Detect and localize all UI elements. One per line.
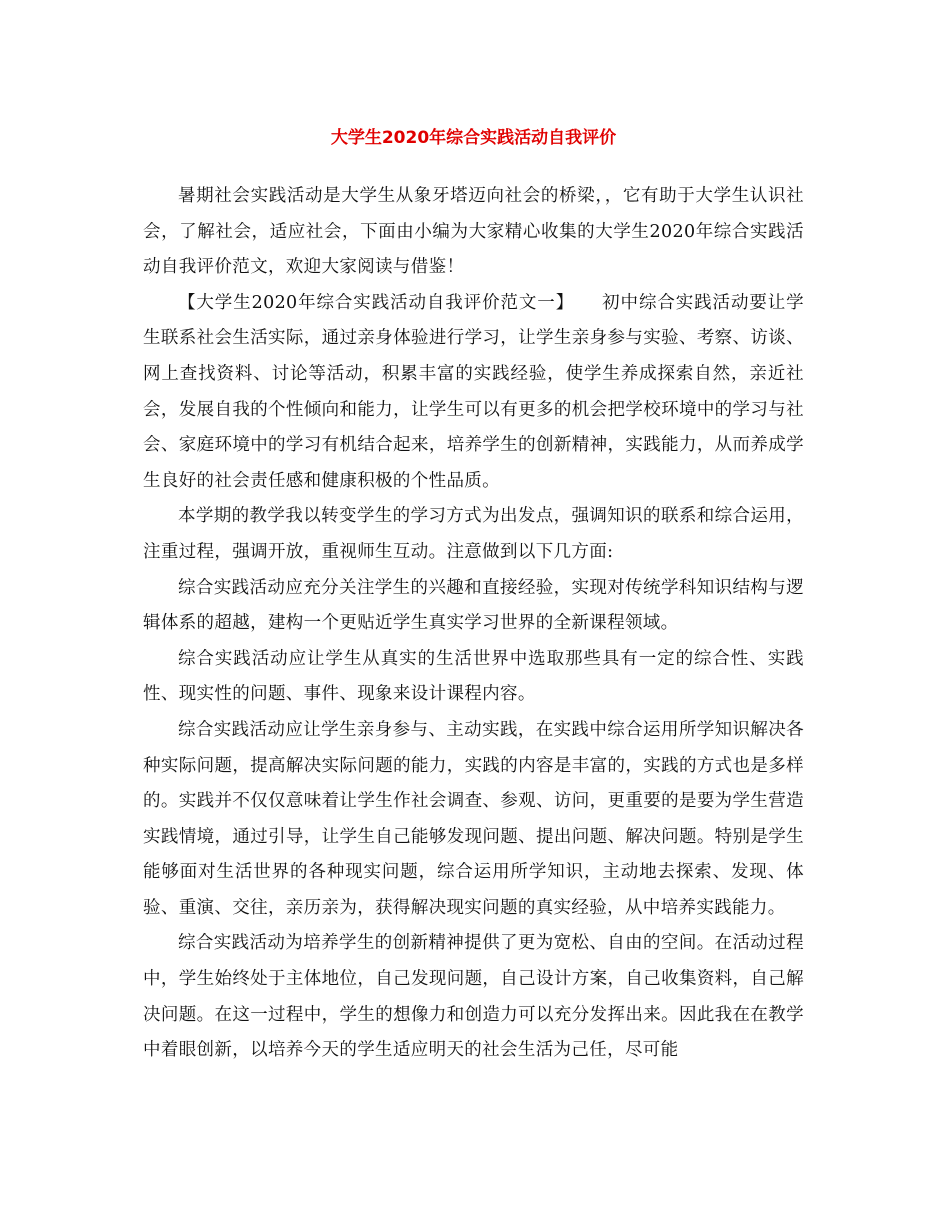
paragraph-point-practice: 综合实践活动应让学生亲身参与、主动实践，在实践中综合运用所学知识解决各种实际问题，提高解决实际问题的能力，实践的内容是丰富的，实践的方式也是多样的。实践并不仅仅意味着让学生作社会调查、参观、访问，更重要的是要为学生营造实践情境，通过引导，让学生自己能够发现问题、提出问题、解决问题。特别是学生能够面对生活世界的各种现实问题，综合运用所学知识，主动地去探索、发现、体验、重演、交往，亲历亲为，获得解决现实问题的真实经验，从中培养实践能力。 bbox=[143, 719, 804, 918]
paragraph-point-real-world: 综合实践活动应让学生从真实的生活世界中选取那些具有一定的综合性、实践性、现实性的问题、事件、现象来设计课程内容。 bbox=[143, 648, 804, 705]
document-body bbox=[143, 179, 804, 1069]
paragraph-sample-one: 【大学生2020年综合实践活动自我评价范文一】 初中综合实践活动要让学生联系社会生活实际，通过亲身体验进行学习，让学生亲身参与实验、考察、访谈、网上查找资料、讨论等活动，积累丰富的实践经验，使学生养成探索自然，亲近社会，发展自我的个性倾向和能力，让学生可以有更多的机会把学校环境中的学习与社会、家庭环境中的学习有机结合起来，培养学生的创新精神，实践能力，从而养成学生良好的社会责任感和健康积极的个性品质。 bbox=[143, 292, 804, 491]
paragraph-point-interest: 综合实践活动应充分关注学生的兴趣和直接经验，实现对传统学科知识结构与逻辑体系的超越，建构一个更贴近学生真实学习世界的全新课程领域。 bbox=[143, 577, 804, 634]
document-title: 大学生2020年综合实践活动自我评价 bbox=[330, 128, 617, 148]
paragraph-intro: 暑期社会实践活动是大学生从象牙塔迈向社会的桥梁，，它有助于大学生认识社会，了解社会，适应社会，下面由小编为大家精心收集的大学生2020年综合实践活动自我评价范文，欢迎大家阅读与借鉴！ bbox=[143, 186, 804, 278]
paragraph-point-innovation: 综合实践活动为培养学生的创新精神提供了更为宽松、自由的空间。在活动过程中，学生始终处于主体地位，自己发现问题，自己设计方案，自己收集资料，自己解决问题。在这一过程中，学生的想像力和创造力可以充分发挥出来。因此我在在教学中着眼创新，以培养今天的学生适应明天的社会生活为己任，尽可能 bbox=[143, 933, 804, 1061]
paragraph-teaching-approach: 本学期的教学我以转变学生的学习方式为出发点，强调知识的联系和综合运用，注重过程，强调开放，重视师生互动。注意做到以下几方面: bbox=[143, 506, 804, 562]
